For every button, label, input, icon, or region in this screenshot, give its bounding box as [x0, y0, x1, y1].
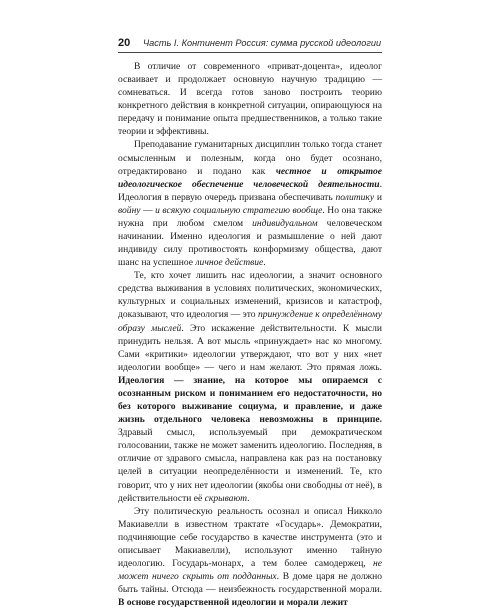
bold-emphasis: В основе государственной идеологии и морали лежит [118, 597, 348, 609]
italic-emphasis: скрывают [204, 492, 248, 504]
paragraph-2 [118, 138, 382, 269]
body-text [118, 60, 382, 609]
italic-emphasis: принуждение к определённому образу мыслей [118, 309, 383, 334]
text-run: Эту политическую реальность осознал и описал Никколо Макиавелли в известном трактате «Государь». Демократии, подчиняющие себе государство в качестве инструмента (это и описывает Макиавелли), используют именно тайную идеологию. Государь-монарх, а тем более самодержец, [118, 505, 382, 569]
italic-emphasis: и всякую социальную стратегию вообще [155, 204, 323, 216]
text-run: и [374, 191, 382, 203]
text-run: человеческом начинании. Именно идеология и размышление о ней дают индивиду силу противостоять конформизму общества, дают шанс на успешное [118, 217, 382, 269]
paragraph-4 [118, 505, 382, 609]
page-number: 20 [118, 37, 131, 49]
italic-emphasis: личное действие [195, 257, 264, 269]
running-title: Часть I. Континент Россия: сумма русской идеологии [143, 38, 382, 48]
page-header [118, 36, 382, 50]
text-run: — [140, 204, 156, 216]
text-run: . [247, 492, 250, 504]
header-rule [118, 52, 382, 53]
italic-emphasis: войну [118, 204, 141, 216]
paragraph-3 [118, 269, 382, 504]
paragraph-1 [118, 60, 382, 138]
text-run: Здравый смысл, используемый при демократическом голосовании, также не может заменить идеологию. Последняя, в отличие от здравого смысла, направлена как раз на постановку целей в ситуации неопределённости и изменений. Те, кто говорит, что у них нет идеологии (якобы они свободны от неё), в действительности её [118, 427, 382, 504]
bold-emphasis: Идеология — знание, на которое мы опираемся с осознанным риском и пониманием его недостаточности, но без которого выживание социума, и правление, и даже жизнь отдельного человека невозможны в принципе. [118, 374, 382, 426]
text-run: Те, кто хочет лишить нас идеологии, а значит основного средства выживания в условиях политических, экономических, культурных и социальных изменений, кризисов и катастроф, доказывают, что идеология — это [118, 270, 382, 321]
text-run: . [263, 257, 266, 269]
text-run: Преподавание гуманитарных дисциплин только тогда станет осмысленным и полезным, когда оно будет осознано, отредактировано и подано как [118, 139, 382, 177]
italic-emphasis: не может ничего скрыть от подданных [118, 557, 382, 583]
text-run: В отличие от современного «приват-доцента», идеолог осваивает и продолжает основную научную традицию — сомневаться. И всегда готов заново построить теорию конкретного действия в конкретной ситуации, опирающуюся на передачу и понимание опыта предшественников, а только такие теории и эффективны. [118, 61, 382, 138]
italic-emphasis: индивидуальном [252, 217, 318, 229]
text-run: . В доме царя не должно быть тайны. Отсюда — неизбежность государственной морали. [118, 571, 382, 596]
italic-emphasis: политику [335, 191, 375, 203]
bold-italic-emphasis: честное и открытое идеологическое обеспечение человеческой деятельности [118, 165, 382, 190]
text-run: . Это искажение действительности. К мысли принудить нельзя. А вот мысль «принуждает» нас ко многому. Сами «критики» идеологии утверждают, что вот у них «нет идеологии вообще» — чего и нам желают. Это прямая ложь. [118, 322, 382, 373]
text-run: . Но она также нужна при любом смелом [118, 204, 382, 229]
text-run: . Идеология в первую очередь призвана обеспечивать [118, 178, 382, 203]
